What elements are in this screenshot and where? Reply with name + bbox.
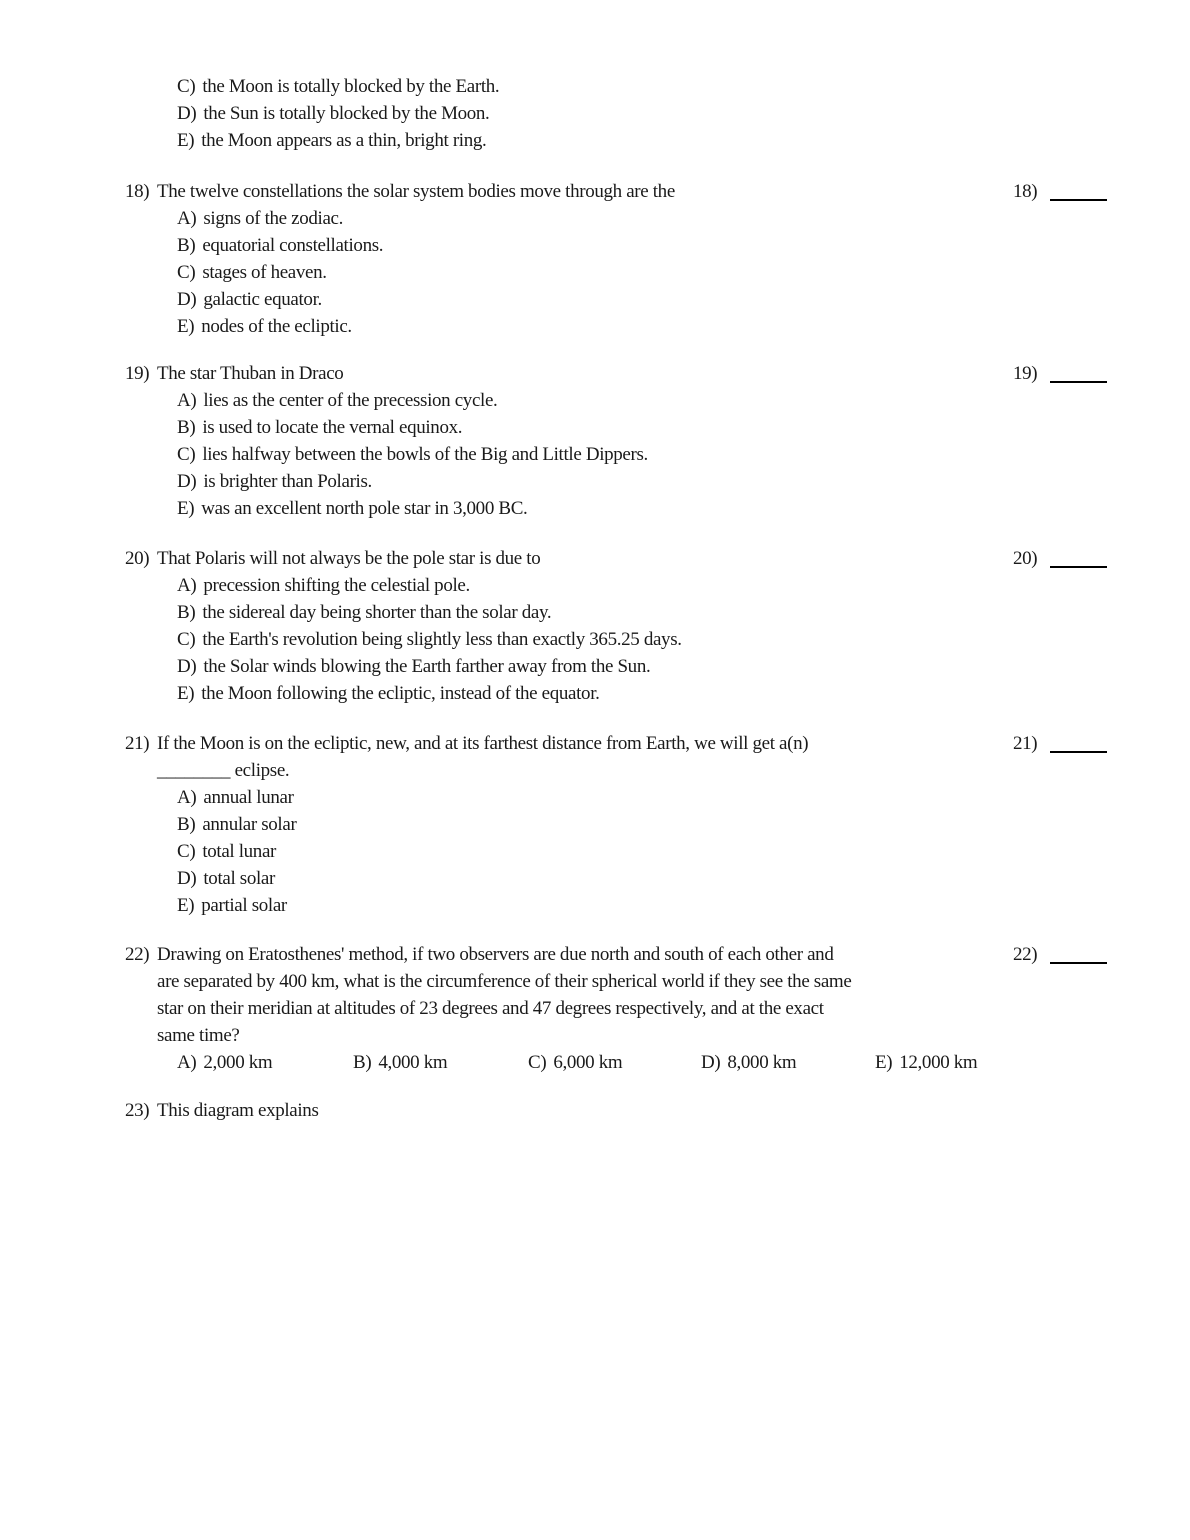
- question-text-continued: same time?: [157, 1025, 240, 1046]
- option-text: lies as the center of the precession cycle.: [203, 390, 498, 411]
- option-c: [0, 73, 1190, 100]
- option-d: [0, 468, 1190, 495]
- question-line: [0, 545, 1190, 572]
- option-text: precession shifting the celestial pole.: [203, 575, 470, 596]
- option-text: 12,000 km: [899, 1052, 978, 1073]
- option-text: annular solar: [202, 814, 297, 835]
- option-a: [177, 1049, 272, 1076]
- option-c: [0, 626, 1190, 653]
- answer-area: [1013, 360, 1107, 387]
- question-number: 19): [125, 363, 150, 384]
- answer-blank[interactable]: [1050, 737, 1107, 753]
- option-text: 8,000 km: [727, 1052, 797, 1073]
- question-17-options-fragment: [0, 73, 1190, 154]
- option-letter: B): [177, 417, 196, 438]
- option-letter: B): [353, 1052, 372, 1073]
- question-text-continued: are separated by 400 km, what is the circumference of their spherical world if they see the same: [157, 971, 852, 992]
- option-text: the Sun is totally blocked by the Moon.: [203, 103, 490, 124]
- option-letter: E): [177, 316, 195, 337]
- option-letter: D): [177, 868, 197, 889]
- option-letter: E): [177, 498, 195, 519]
- option-e: [0, 127, 1190, 154]
- answer-number: 21): [1013, 733, 1038, 754]
- option-letter: D): [177, 656, 197, 677]
- option-c: [528, 1049, 622, 1076]
- option-b: [0, 414, 1190, 441]
- option-d: [701, 1049, 796, 1076]
- question-line: [0, 941, 1190, 968]
- option-text: partial solar: [201, 895, 287, 916]
- option-text: the Moon appears as a thin, bright ring.: [201, 130, 487, 151]
- option-text: was an excellent north pole star in 3,000 BC.: [201, 498, 528, 519]
- question-number: 22): [125, 944, 150, 965]
- option-b: [0, 599, 1190, 626]
- question-19: [0, 360, 1190, 522]
- option-text: is used to locate the vernal equinox.: [202, 417, 463, 438]
- option-letter: B): [177, 814, 196, 835]
- option-e: [875, 1049, 977, 1076]
- question-text-continued: ________ eclipse.: [157, 760, 290, 781]
- option-c: [0, 259, 1190, 286]
- option-letter: A): [177, 208, 197, 229]
- option-c: [0, 441, 1190, 468]
- question-20: [0, 545, 1190, 707]
- answer-blank[interactable]: [1050, 185, 1107, 201]
- answer-area: [1013, 178, 1107, 205]
- option-text: galactic equator.: [203, 289, 322, 310]
- option-letter: E): [177, 130, 195, 151]
- option-text: equatorial constellations.: [202, 235, 384, 256]
- question-text: This diagram explains: [157, 1100, 319, 1121]
- options-row: [0, 1049, 1190, 1076]
- option-letter: C): [177, 629, 196, 650]
- question-text: If the Moon is on the ecliptic, new, and at its farthest distance from Earth, we will get a(n): [157, 733, 809, 754]
- option-b: [0, 232, 1190, 259]
- option-e: [0, 313, 1190, 340]
- answer-number: 20): [1013, 548, 1038, 569]
- question-line: [0, 1097, 1190, 1124]
- option-letter: E): [177, 895, 195, 916]
- answer-number: 22): [1013, 944, 1038, 965]
- answer-blank[interactable]: [1050, 552, 1107, 568]
- option-text: the sidereal day being shorter than the solar day.: [202, 602, 552, 623]
- answer-number: 19): [1013, 363, 1038, 384]
- question-number: 18): [125, 181, 150, 202]
- answer-area: [1013, 730, 1107, 757]
- option-letter: A): [177, 1052, 197, 1073]
- option-text: annual lunar: [203, 787, 294, 808]
- option-letter: D): [177, 103, 197, 124]
- option-text: the Earth's revolution being slightly less than exactly 365.25 days.: [202, 629, 682, 650]
- option-b: [353, 1049, 447, 1076]
- answer-area: [1013, 941, 1107, 968]
- question-text: The twelve constellations the solar system bodies move through are the: [157, 181, 675, 202]
- option-d: [0, 286, 1190, 313]
- option-e: [0, 680, 1190, 707]
- option-letter: B): [177, 235, 196, 256]
- option-letter: C): [177, 262, 196, 283]
- answer-number: 18): [1013, 181, 1038, 202]
- option-letter: A): [177, 390, 197, 411]
- question-text: That Polaris will not always be the pole star is due to: [157, 548, 541, 569]
- option-text: 6,000 km: [553, 1052, 623, 1073]
- option-text: stages of heaven.: [202, 262, 327, 283]
- option-a: [0, 205, 1190, 232]
- option-letter: A): [177, 575, 197, 596]
- answer-blank[interactable]: [1050, 948, 1107, 964]
- question-number: 20): [125, 548, 150, 569]
- option-text: is brighter than Polaris.: [203, 471, 372, 492]
- option-letter: D): [177, 471, 197, 492]
- question-line: [0, 178, 1190, 205]
- question-21: [0, 730, 1190, 919]
- question-line: [0, 360, 1190, 387]
- option-d: [0, 653, 1190, 680]
- option-text: the Moon is totally blocked by the Earth.: [202, 76, 500, 97]
- question-18: [0, 178, 1190, 340]
- option-c: [0, 838, 1190, 865]
- question-text-continued: star on their meridian at altitudes of 23 degrees and 47 degrees respectively, and at the exact: [157, 998, 824, 1019]
- question-text: The star Thuban in Draco: [157, 363, 344, 384]
- option-text: nodes of the ecliptic.: [201, 316, 352, 337]
- question-number: 21): [125, 733, 150, 754]
- option-d: [0, 865, 1190, 892]
- option-text: lies halfway between the bowls of the Big and Little Dippers.: [202, 444, 648, 465]
- option-letter: E): [875, 1052, 893, 1073]
- question-text: Drawing on Eratosthenes' method, if two observers are due north and south of each other and: [157, 944, 834, 965]
- option-letter: D): [177, 289, 197, 310]
- question-line: [0, 730, 1190, 757]
- answer-area: [1013, 545, 1107, 572]
- question-22: [0, 941, 1190, 1076]
- option-a: [0, 784, 1190, 811]
- option-e: [0, 495, 1190, 522]
- option-letter: A): [177, 787, 197, 808]
- option-text: signs of the zodiac.: [203, 208, 344, 229]
- option-text: 4,000 km: [378, 1052, 448, 1073]
- option-a: [0, 572, 1190, 599]
- question-number: 23): [125, 1100, 150, 1121]
- option-letter: E): [177, 683, 195, 704]
- option-letter: C): [528, 1052, 547, 1073]
- option-e: [0, 892, 1190, 919]
- option-text: the Solar winds blowing the Earth farther away from the Sun.: [203, 656, 651, 677]
- option-d: [0, 100, 1190, 127]
- option-letter: C): [177, 444, 196, 465]
- option-letter: B): [177, 602, 196, 623]
- option-text: total solar: [203, 868, 275, 889]
- option-text: the Moon following the ecliptic, instead of the equator.: [201, 683, 600, 704]
- option-b: [0, 811, 1190, 838]
- option-letter: C): [177, 76, 196, 97]
- option-text: total lunar: [202, 841, 277, 862]
- option-a: [0, 387, 1190, 414]
- question-23: [0, 1097, 1190, 1124]
- option-letter: C): [177, 841, 196, 862]
- answer-blank[interactable]: [1050, 367, 1107, 383]
- option-text: 2,000 km: [203, 1052, 273, 1073]
- option-letter: D): [701, 1052, 721, 1073]
